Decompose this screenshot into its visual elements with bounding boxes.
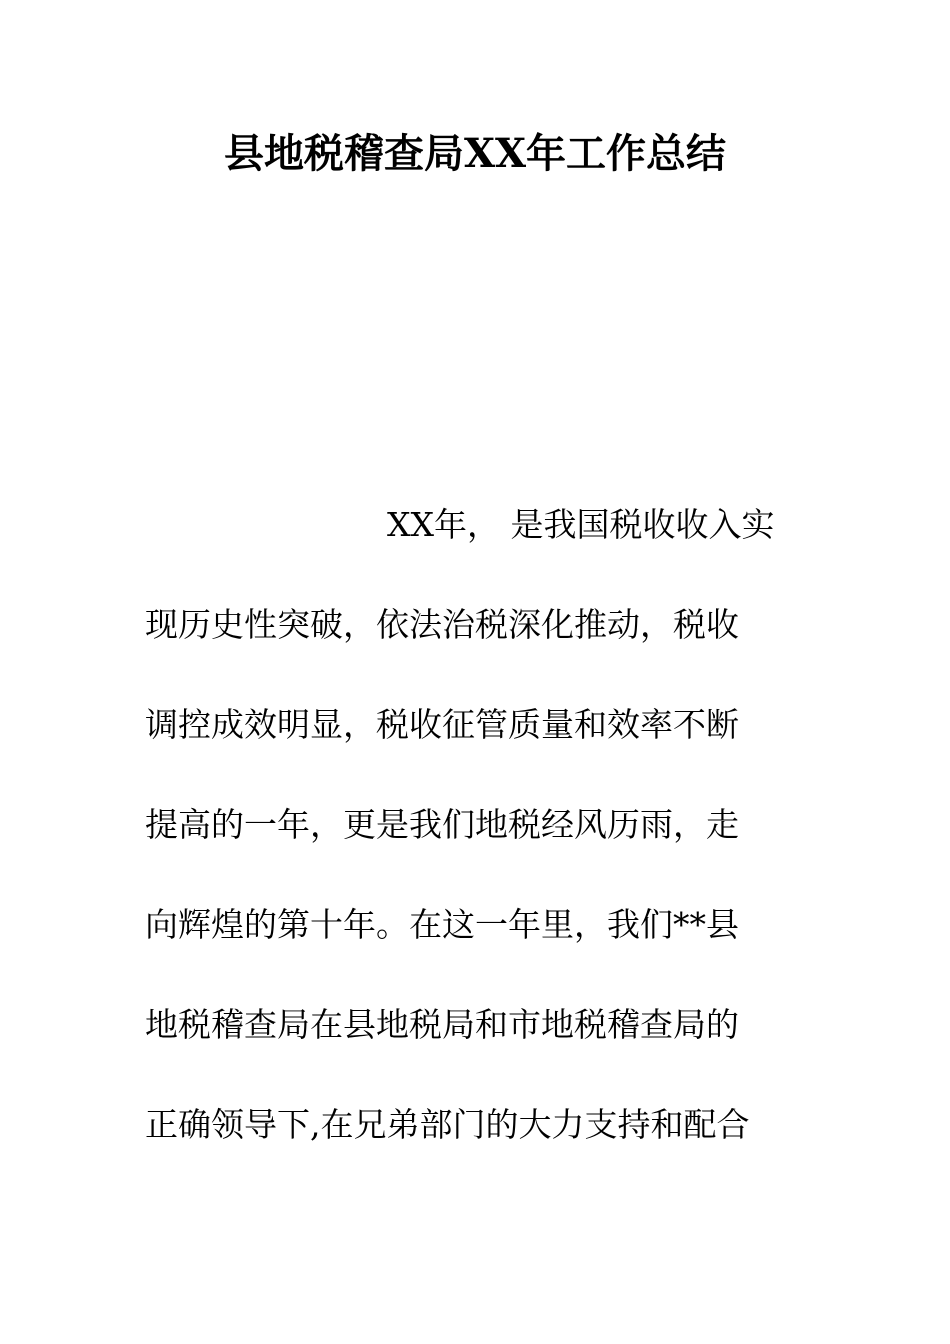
paragraph-line: 调控成效明显，税收征管质量和效率不断	[145, 705, 739, 744]
paragraph-line: 正确领导下,在兄弟部门的大力支持和配合	[145, 1105, 750, 1144]
paragraph-line: 提高的一年，更是我们地税经风历雨，走	[145, 805, 739, 844]
paragraph-line: 地税稽查局在县地税局和市地税稽查局的	[145, 1005, 739, 1044]
document-title: 县地税稽查局XX年工作总结	[223, 130, 727, 177]
paragraph-line: XX年， 是我国税收收入实	[387, 505, 775, 544]
paragraph-line: 向辉煌的第十年。在这一年里，我们**县	[145, 905, 739, 944]
paragraph-line: 现历史性突破，依法治税深化推动，税收	[145, 605, 739, 644]
